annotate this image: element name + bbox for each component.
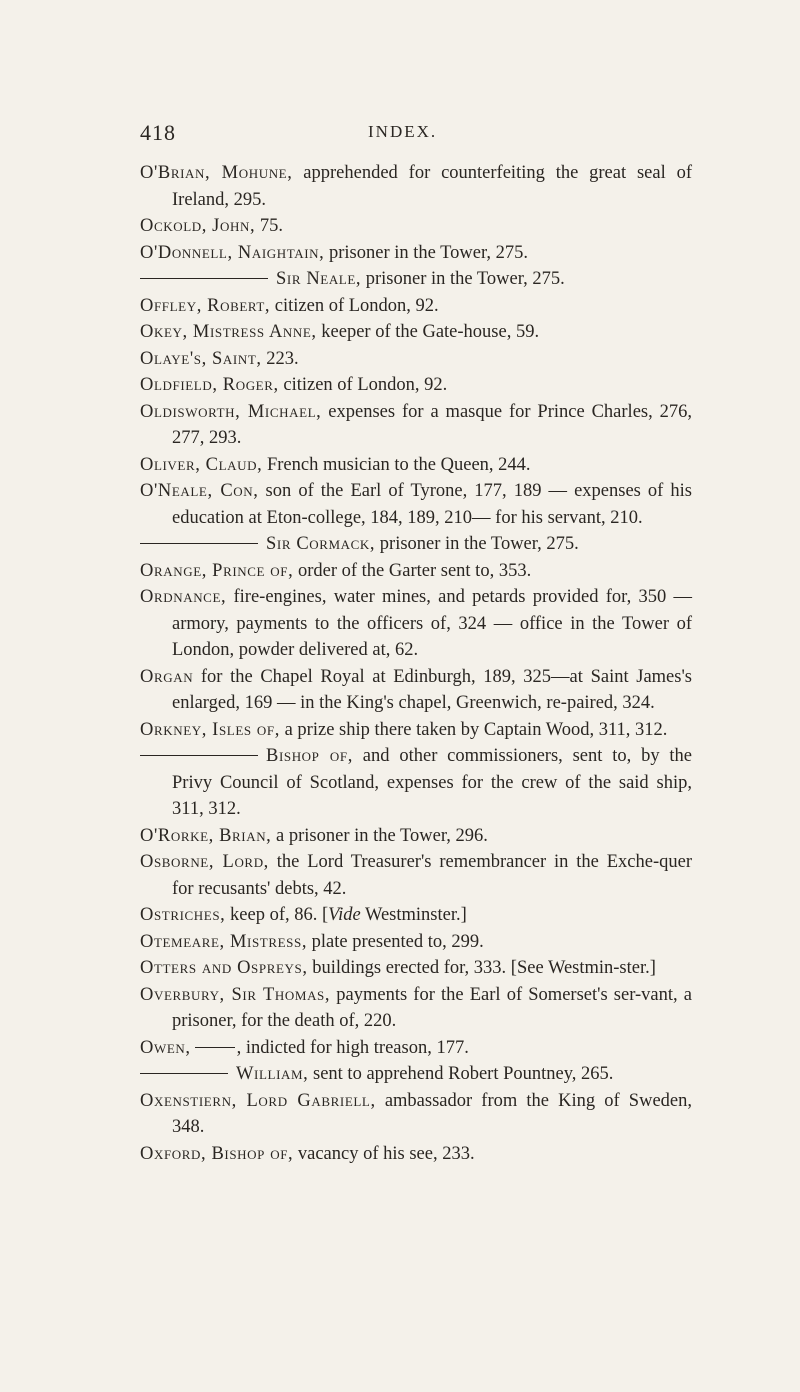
index-entry	[140, 902, 692, 929]
entry-italic: Vide	[328, 905, 361, 925]
index-entry	[140, 664, 692, 717]
entry-text: citizen of London, 92.	[278, 375, 448, 395]
index-entry	[140, 849, 692, 902]
entry-heading: Sir Neale,	[276, 269, 362, 289]
running-head: INDEX.	[368, 122, 438, 141]
entry-heading: Oliver, Claud,	[140, 454, 263, 475]
entry-text: for the Chapel Royal at Edinburgh, 189, 325—at Saint James's enlarged, 169 — in the King's chapel, Greenwich, re-paired, 324.	[172, 666, 692, 713]
index-entry	[140, 1141, 692, 1168]
entry-heading: Oldisworth, Michael,	[140, 401, 322, 422]
index-entry	[140, 743, 692, 823]
entry-text: keep of, 86. [	[225, 905, 329, 925]
index-entry	[140, 717, 692, 744]
entry-heading: Oldfield, Roger,	[140, 375, 279, 395]
ditto-dash	[140, 755, 258, 756]
entry-text: fire-engines, water mines, and petards provided for, 350 — armory, payments to the officers of, 324 — office in the Tower of London, powder delivered at, 62.	[172, 587, 692, 660]
index-entry	[140, 1061, 692, 1088]
entry-text: sent to apprehend Robert Pountney, 265.	[308, 1064, 614, 1084]
ditto-dash	[140, 278, 268, 279]
entry-text: a prisoner in the Tower, 296.	[271, 825, 488, 846]
index-entry	[140, 266, 692, 293]
entry-heading: Sir Cormack,	[266, 534, 376, 554]
index-entry	[140, 478, 692, 531]
entry-text: the Lord Treasurer's remembrancer in the Exche-quer for recusants' debts, 42.	[172, 852, 693, 899]
index-entry	[140, 160, 692, 213]
entry-text: expenses for a masque for Prince Charles, 276, 277, 293.	[172, 401, 693, 448]
entry-heading: O'Neale, Con,	[140, 481, 259, 501]
page-number: 418	[140, 120, 176, 145]
entry-text: , indicted for high treason, 177.	[236, 1037, 469, 1058]
entry-heading: Ostriches,	[140, 905, 226, 925]
entry-text: prisoner in the Tower, 275.	[361, 269, 565, 289]
index-entry	[140, 1035, 692, 1062]
entry-heading: Okey, Mistress Anne,	[140, 322, 317, 342]
entry-text: a prize ship there taken by Captain Wood, 311, 312.	[279, 719, 668, 740]
index-entry	[140, 293, 692, 320]
index-entry	[140, 823, 692, 850]
entry-text: keeper of the Gate-house, 59.	[316, 322, 540, 342]
index-entry	[140, 982, 692, 1035]
ditto-dash	[140, 543, 258, 544]
index-entry	[140, 955, 692, 982]
index-entry	[140, 531, 692, 558]
index-entry	[140, 372, 692, 399]
index-entry	[140, 346, 692, 373]
entry-text: prisoner in the Tower, 275.	[375, 534, 579, 554]
index-entry	[140, 558, 692, 585]
index-entry	[140, 213, 692, 240]
entry-heading: O'Rorke, Brian,	[140, 825, 272, 846]
entry-text: prisoner in the Tower, 275.	[324, 242, 529, 263]
entry-heading: Ordnance,	[140, 587, 227, 607]
entry-heading: Offley, Robert,	[140, 295, 271, 316]
entry-heading: O'Brian, Mohune,	[140, 163, 293, 183]
entry-text: French musician to the Queen, 244.	[262, 454, 531, 475]
entry-text: payments for the Earl of Somerset's ser-vant, a prisoner, for the death of, 220.	[172, 984, 692, 1031]
index-entry	[140, 929, 692, 956]
entry-heading: Organ	[140, 666, 194, 687]
entry-text: son of the Earl of Tyrone, 177, 189 — expenses of his education at Eton-college, 184, 189, 210— for his servant, 210.	[172, 481, 692, 528]
entry-heading: William,	[236, 1064, 309, 1084]
entry-heading: Oxford, Bishop of,	[140, 1143, 294, 1164]
entry-text: plate presented to, 299.	[307, 931, 484, 952]
blank-name-dash	[195, 1047, 235, 1048]
index-entries	[140, 160, 692, 1167]
entry-heading: O'Donnell, Naightain,	[140, 242, 325, 263]
entry-text: and other commissioners, sent to, by the Privy Council of Scotland, expenses for the crew of the said ship, 311, 312.	[172, 746, 692, 819]
entry-heading: Orange, Prince of,	[140, 560, 294, 581]
entry-text: apprehended for counterfeiting the great seal of Ireland, 295.	[172, 163, 692, 210]
index-entry	[140, 452, 692, 479]
entry-heading: Otemeare, Mistress,	[140, 931, 308, 952]
entry-text: order of the Garter sent to, 353.	[293, 560, 532, 581]
entry-heading: Oxenstiern, Lord Gabriell,	[140, 1090, 376, 1111]
entry-heading: Bishop of,	[266, 746, 353, 766]
index-entry	[140, 399, 692, 452]
entry-text: 75.	[255, 216, 283, 236]
entry-text: vacancy of his see, 233.	[293, 1143, 475, 1164]
ditto-dash	[140, 1073, 228, 1074]
entry-text: 223.	[261, 348, 299, 369]
entry-text: buildings erected for, 333. [See Westmin-ster.]	[307, 958, 656, 978]
index-entry	[140, 240, 692, 267]
entry-heading: Otters and Ospreys,	[140, 958, 308, 978]
entry-text: citizen of London, 92.	[270, 295, 439, 316]
entry-heading: Olaye's, Saint,	[140, 348, 262, 369]
page-header	[0, 120, 800, 150]
entry-heading: Ockold, John,	[140, 216, 256, 236]
index-entry	[140, 319, 692, 346]
entry-text: ambassador from the King of Sweden, 348.	[172, 1090, 692, 1137]
entry-heading: Owen,	[140, 1037, 191, 1058]
entry-heading: Osborne, Lord,	[140, 852, 269, 872]
entry-heading: Overbury, Sir Thomas,	[140, 984, 331, 1005]
entry-text-cont: Westminster.]	[360, 905, 467, 925]
index-entry	[140, 584, 692, 664]
index-entry	[140, 1088, 692, 1141]
entry-heading: Orkney, Isles of,	[140, 719, 280, 740]
